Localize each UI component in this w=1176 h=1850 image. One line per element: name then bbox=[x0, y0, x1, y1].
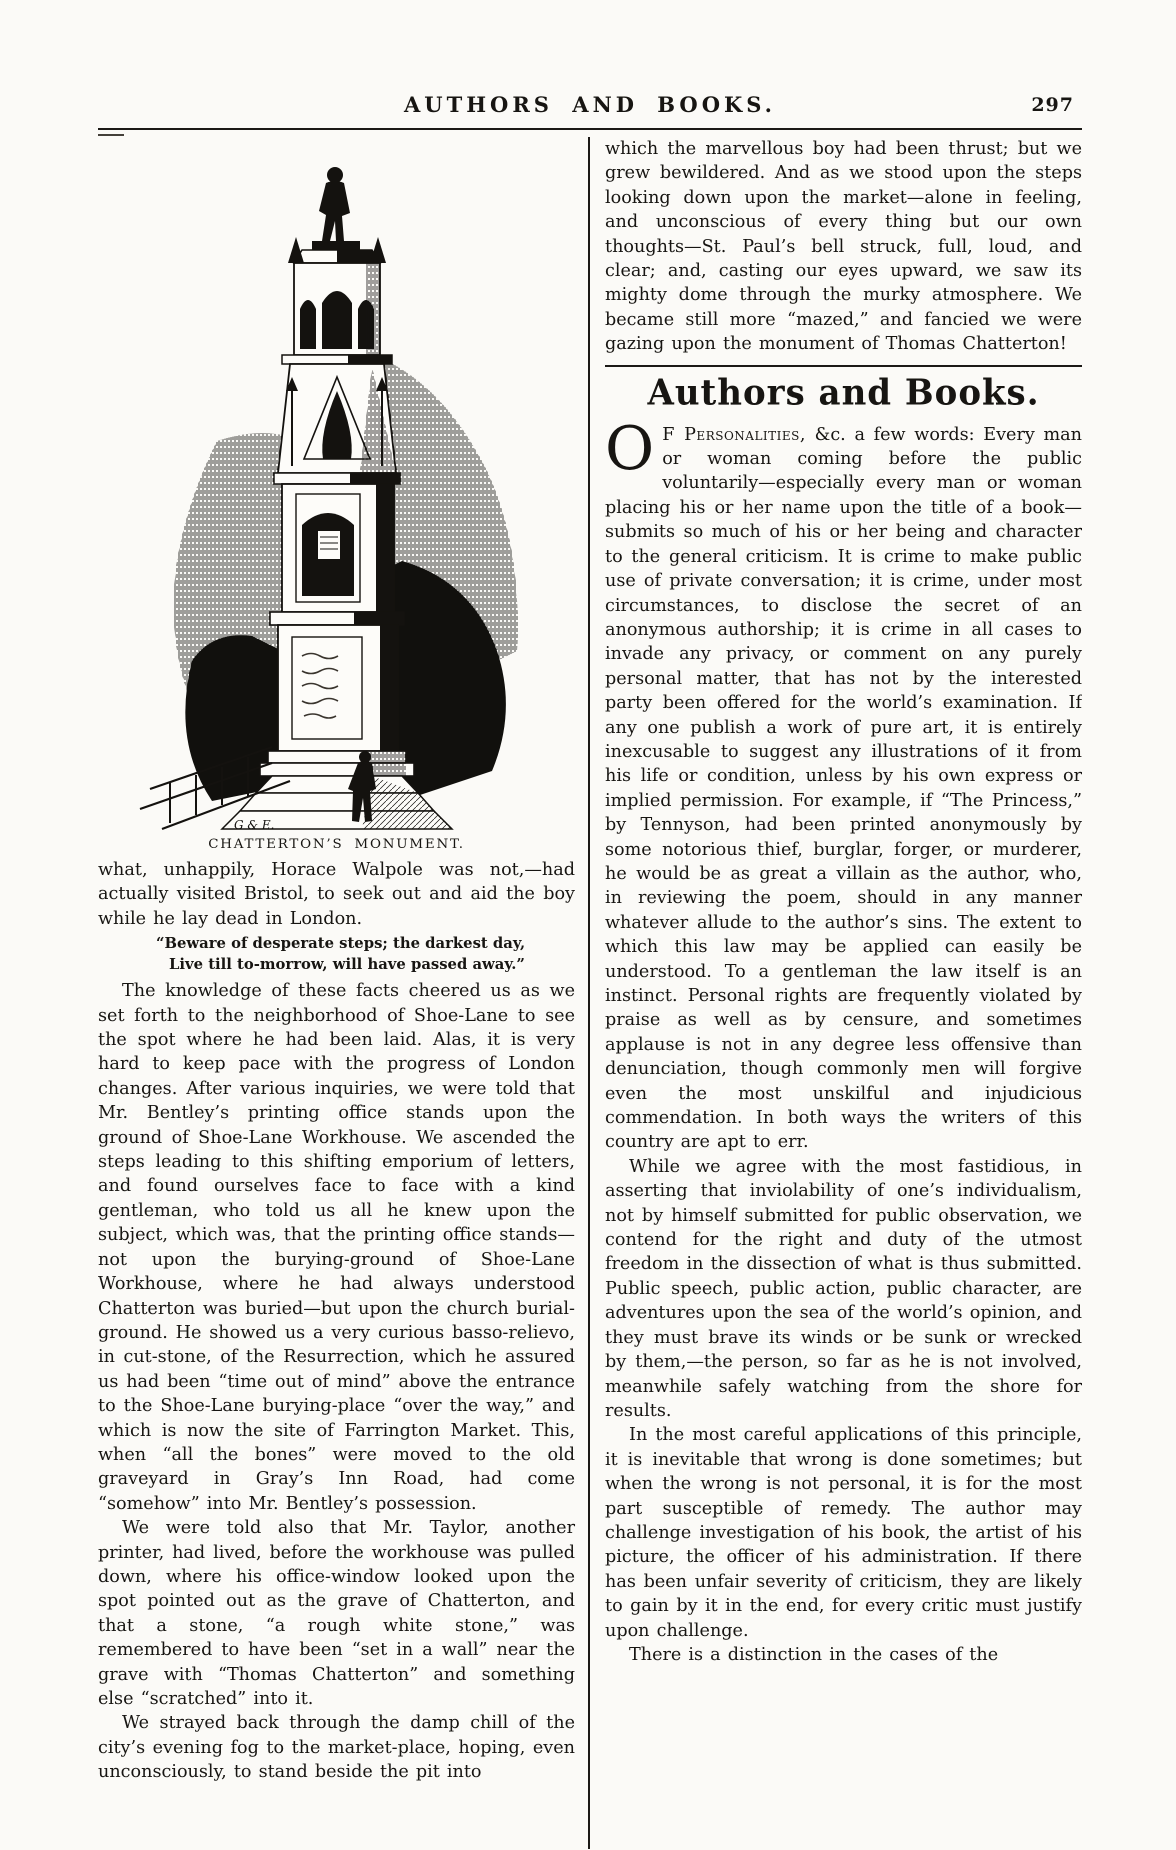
section-rule bbox=[605, 365, 1082, 367]
page-header bbox=[98, 92, 1082, 126]
statue-head bbox=[327, 167, 343, 183]
paragraph: In the most careful applications of this principle, it is inevitable that wrong is done sometimes; but when the wrong is not personal, it is for the most part susceptible of remedy. The author may challenge investigation of his book, the artist of his picture, the officer of his administration. If there has been unfair severity of criticism, they are likely to gain by it in the end, for every critic must justify upon challenge. bbox=[605, 1425, 1082, 1641]
paragraph: The knowledge of these facts cheered us as we set forth to the neighborhood of Shoe-Lane to see the spot where he had been laid. Alas, it is very hard to keep pace with the progress of London changes. After various inquiries, we were told that Mr. Bentley’s printing office stands upon the ground of Shoe-Lane Workhouse. We ascended the steps leading to this shifting emporium of letters, and found ourselves face to face with a kind gentleman, who told us all he knew upon the subject, which was, that the printing office stands—not upon the burying-ground of Shoe-Lane Workhouse, where he had always understood Chatterton was buried—but upon the church burial-ground. He showed us a very curious basso-relievo, in cut-stone, of the Resurrection, which he assured us had been “time out of mind” above the entrance to the Shoe-Lane burying-place “over the way,” and which is now the site of Farrington Market. This, when “all the bones” were moved to the old graveyard in Gray’s Inn Road, had come “somehow” into Mr. Bentley’s possession. bbox=[98, 981, 575, 1514]
paragraph-with-dropcap bbox=[605, 413, 1082, 1155]
paragraph: We were told also that Mr. Taylor, another printer, had lived, before the workhouse was pulled down, where his office-window looked upon the spot pointed out as the grave of Chatterton, and that a stone, “a rough white stone,” was remembered to have been “set in a wall” near the grave with “Thomas Chatterton” and something else “scratched” into it. bbox=[98, 1518, 575, 1709]
paragraph: what, unhappily, Horace Walpole was not,—had actually visited Bristol, to seek out and aid the boy while he lay dead in London. bbox=[98, 860, 575, 929]
small-caps-lead: F Personalities, bbox=[662, 424, 806, 445]
page-title: AUTHORS AND BOOKS. bbox=[403, 92, 776, 117]
monument-engraving-svg bbox=[122, 141, 552, 833]
section-heading: Authors and Books. bbox=[647, 371, 1040, 414]
paragraph: We strayed back through the damp chill of the city’s evening fog to the market-place, hoping, even unconsciously, to stand beside the pit into bbox=[98, 1713, 575, 1783]
engraver-signature: G & E. bbox=[233, 818, 274, 832]
illustration-caption: CHATTERTON’S MONUMENT. bbox=[208, 837, 465, 852]
paragraph: which the marvellous boy had been thrust; but we grew bewildered. And as we stood upon the steps looking down upon the market—alone in feeling, and unconscious of every thing but our own thoughts—St. Paul’s bell struck, full, loud, and clear; and, casting our eyes upward, we saw its mighty dome through the murky atmosphere. We became still more “mazed,” and fancied we were gazing upon the monument of Thomas Chatterton! bbox=[605, 139, 1082, 355]
verse-line: Live till to-morrow, will have passed away.” bbox=[169, 955, 525, 973]
left-column bbox=[98, 137, 588, 1849]
paragraph-body: &c. a few words: Every man or woman coming before the public voluntarily—especially every man or woman placing his or her name upon the title of a book—submits so much of his or her being and character to the general criticism. It is crime to make public use of private conversation; it is crime, under most circumstances, to disclose the secret of an anonymous authorship; it is crime in all cases to invade any privacy, or comment on any purely personal matter, that has not by the interested party been offered for the world’s examination. If any one publish a work of pure art, it is entirely inexcusable to suggest any illustrations of it from his life or condition, unless by his own express or implied permission. For example, if “The Princess,” by Tennyson, had been printed anonymously by some notorious thief, burglar, forger, or murderer, he would be as great a villain as the author, who, in reviewing the poem, should in any manner whatever allude to the author’s sins. The extent to which this law may be applied can easily be understood. To a gentleman the law itself is an instinct. Personal rights are frequently violated by praise as well as by censure, and sometimes applause is not in any degree less offensive than denunciation, though commonly men will forgive even the most unskilful and injudicious commendation. In both ways the writers of this country are apt to err. bbox=[605, 424, 1082, 1153]
right-column bbox=[588, 137, 1082, 1849]
verse-line: “Beware of desperate steps; the darkest day, bbox=[156, 935, 526, 953]
paragraph: There is a distinction in the cases of the bbox=[629, 1644, 999, 1665]
statue-body bbox=[319, 181, 350, 241]
paragraph: While we agree with the most fastidious, in asserting that inviolability of one’s individualism, not by himself submitted for public observation, we contend for the right and duty of the utmost freedom in the dissection of what is thus submitted. Public speech, public action, public character, are adventures upon the sea of the world’s opinion, and they must brave its winds or be sunk or wrecked by them,—the person, so far as he is not involved, meanwhile safely watching from the shore for results. bbox=[605, 1156, 1082, 1421]
drop-cap: O bbox=[605, 413, 655, 484]
two-column-layout bbox=[98, 137, 1082, 1849]
header-rule bbox=[98, 128, 1082, 130]
page-number: 297 bbox=[1031, 94, 1074, 116]
verse-quote bbox=[156, 934, 575, 975]
monument-illustration bbox=[98, 141, 575, 852]
scan-artifact bbox=[98, 134, 124, 136]
